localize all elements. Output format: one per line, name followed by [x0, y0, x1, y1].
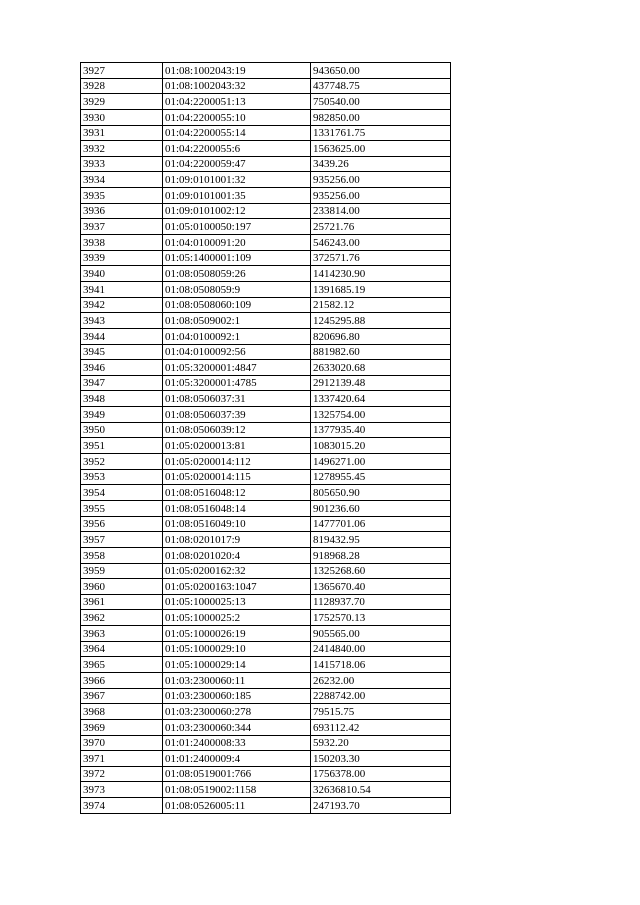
cadastral-number-cell: 01:05:0200013:81 — [163, 438, 311, 454]
table-row — [81, 751, 451, 767]
row-number-cell: 3963 — [81, 626, 163, 642]
cadastral-number-cell: 01:08:0516048:12 — [163, 485, 311, 501]
table-row — [81, 516, 451, 532]
value-cell: 3439.26 — [311, 156, 451, 172]
row-number-cell: 3937 — [81, 219, 163, 235]
table-row — [81, 704, 451, 720]
row-number-cell: 3933 — [81, 156, 163, 172]
row-number-cell: 3956 — [81, 516, 163, 532]
row-number-cell: 3935 — [81, 188, 163, 204]
cadastral-number-cell: 01:04:0100092:56 — [163, 344, 311, 360]
cadastral-number-cell: 01:04:2200055:14 — [163, 125, 311, 141]
cadastral-number-cell: 01:05:0200014:112 — [163, 454, 311, 470]
row-number-cell: 3928 — [81, 78, 163, 94]
value-cell: 247193.70 — [311, 798, 451, 814]
row-number-cell: 3959 — [81, 563, 163, 579]
cadastral-number-cell: 01:03:2300060:11 — [163, 672, 311, 688]
cadastral-number-cell: 01:08:0519001:766 — [163, 766, 311, 782]
value-cell: 750540.00 — [311, 94, 451, 110]
cadastral-number-cell: 01:08:0508059:26 — [163, 266, 311, 282]
value-cell: 1278955.45 — [311, 469, 451, 485]
row-number-cell: 3968 — [81, 704, 163, 720]
row-number-cell: 3940 — [81, 266, 163, 282]
table-row — [81, 547, 451, 563]
value-cell: 982850.00 — [311, 109, 451, 125]
row-number-cell: 3961 — [81, 594, 163, 610]
table-row — [81, 203, 451, 219]
value-cell: 2633020.68 — [311, 360, 451, 376]
cadastral-number-cell: 01:08:0516049:10 — [163, 516, 311, 532]
table-row — [81, 641, 451, 657]
table-row — [81, 719, 451, 735]
cadastral-number-cell: 01:08:0506037:31 — [163, 391, 311, 407]
row-number-cell: 3951 — [81, 438, 163, 454]
value-cell: 546243.00 — [311, 235, 451, 251]
table-row — [81, 344, 451, 360]
row-number-cell: 3960 — [81, 579, 163, 595]
table-row — [81, 485, 451, 501]
cadastral-number-cell: 01:08:0201017:9 — [163, 532, 311, 548]
row-number-cell: 3927 — [81, 63, 163, 79]
value-cell: 1415718.06 — [311, 657, 451, 673]
cadastral-number-cell: 01:05:0200162:32 — [163, 563, 311, 579]
cadastral-number-cell: 01:08:0516048:14 — [163, 500, 311, 516]
value-cell: 1752570.13 — [311, 610, 451, 626]
row-number-cell: 3964 — [81, 641, 163, 657]
value-cell: 881982.60 — [311, 344, 451, 360]
row-number-cell: 3974 — [81, 798, 163, 814]
value-cell: 1083015.20 — [311, 438, 451, 454]
cadastral-number-cell: 01:05:1000029:14 — [163, 657, 311, 673]
table-row — [81, 313, 451, 329]
table-row — [81, 735, 451, 751]
value-cell: 25721.76 — [311, 219, 451, 235]
table-row — [81, 563, 451, 579]
cadastral-number-cell: 01:08:0509002:1 — [163, 313, 311, 329]
value-cell: 1414230.90 — [311, 266, 451, 282]
value-cell: 1756378.00 — [311, 766, 451, 782]
row-number-cell: 3969 — [81, 719, 163, 735]
cadastral-number-cell: 01:05:1400001:109 — [163, 250, 311, 266]
cadastral-number-cell: 01:08:0201020:4 — [163, 547, 311, 563]
table-row — [81, 375, 451, 391]
cadastral-number-cell: 01:05:3200001:4785 — [163, 375, 311, 391]
value-cell: 2912139.48 — [311, 375, 451, 391]
cadastral-number-cell: 01:08:0508060:109 — [163, 297, 311, 313]
value-cell: 693112.42 — [311, 719, 451, 735]
value-cell: 1245295.88 — [311, 313, 451, 329]
value-cell: 150203.30 — [311, 751, 451, 767]
table-row — [81, 407, 451, 423]
row-number-cell: 3949 — [81, 407, 163, 423]
table-row — [81, 94, 451, 110]
cadastral-number-cell: 01:09:0101001:35 — [163, 188, 311, 204]
table-row — [81, 672, 451, 688]
table-row — [81, 172, 451, 188]
row-number-cell: 3944 — [81, 328, 163, 344]
table-row — [81, 469, 451, 485]
value-cell: 1377935.40 — [311, 422, 451, 438]
table-row — [81, 391, 451, 407]
row-number-cell: 3931 — [81, 125, 163, 141]
value-cell: 805650.90 — [311, 485, 451, 501]
value-cell: 943650.00 — [311, 63, 451, 79]
value-cell: 1563625.00 — [311, 141, 451, 157]
table-row — [81, 579, 451, 595]
cadastral-number-cell: 01:04:2200055:6 — [163, 141, 311, 157]
row-number-cell: 3943 — [81, 313, 163, 329]
table-row — [81, 281, 451, 297]
cadastral-number-cell: 01:08:0508059:9 — [163, 281, 311, 297]
row-number-cell: 3946 — [81, 360, 163, 376]
row-number-cell: 3930 — [81, 109, 163, 125]
row-number-cell: 3932 — [81, 141, 163, 157]
row-number-cell: 3955 — [81, 500, 163, 516]
cadastral-number-cell: 01:03:2300060:185 — [163, 688, 311, 704]
row-number-cell: 3958 — [81, 547, 163, 563]
row-number-cell: 3947 — [81, 375, 163, 391]
cadastral-number-cell: 01:04:2200055:10 — [163, 109, 311, 125]
row-number-cell: 3971 — [81, 751, 163, 767]
table-row — [81, 798, 451, 814]
cadastral-number-cell: 01:04:0100091:20 — [163, 235, 311, 251]
cadastral-number-cell: 01:09:0101002:12 — [163, 203, 311, 219]
cadastral-number-cell: 01:03:2300060:278 — [163, 704, 311, 720]
table-row — [81, 657, 451, 673]
value-cell: 5932.20 — [311, 735, 451, 751]
cadastral-number-cell: 01:04:2200059:47 — [163, 156, 311, 172]
cadastral-number-cell: 01:01:2400009:4 — [163, 751, 311, 767]
table-row — [81, 422, 451, 438]
table-row — [81, 141, 451, 157]
value-cell: 1325268.60 — [311, 563, 451, 579]
cadastral-number-cell: 01:05:1000026:19 — [163, 626, 311, 642]
row-number-cell: 3948 — [81, 391, 163, 407]
value-cell: 918968.28 — [311, 547, 451, 563]
value-cell: 1496271.00 — [311, 454, 451, 470]
cadastral-number-cell: 01:05:1000025:2 — [163, 610, 311, 626]
cadastral-number-cell: 01:05:0200014:115 — [163, 469, 311, 485]
table-row — [81, 688, 451, 704]
row-number-cell: 3945 — [81, 344, 163, 360]
row-number-cell: 3938 — [81, 235, 163, 251]
value-cell: 1128937.70 — [311, 594, 451, 610]
value-cell: 1477701.06 — [311, 516, 451, 532]
value-cell: 1337420.64 — [311, 391, 451, 407]
row-number-cell: 3966 — [81, 672, 163, 688]
cadastral-number-cell: 01:01:2400008:33 — [163, 735, 311, 751]
row-number-cell: 3965 — [81, 657, 163, 673]
cadastral-number-cell: 01:05:0200163:1047 — [163, 579, 311, 595]
table-row — [81, 594, 451, 610]
table-row — [81, 328, 451, 344]
table-row — [81, 454, 451, 470]
value-cell: 1325754.00 — [311, 407, 451, 423]
row-number-cell: 3936 — [81, 203, 163, 219]
cadastral-number-cell: 01:08:0506039:12 — [163, 422, 311, 438]
value-cell: 905565.00 — [311, 626, 451, 642]
row-number-cell: 3950 — [81, 422, 163, 438]
cadastral-number-cell: 01:09:0101001:32 — [163, 172, 311, 188]
value-cell: 1365670.40 — [311, 579, 451, 595]
cadastral-number-cell: 01:08:1002043:32 — [163, 78, 311, 94]
table-row — [81, 235, 451, 251]
cadastral-number-cell: 01:05:1000025:13 — [163, 594, 311, 610]
cadastral-number-cell: 01:04:0100092:1 — [163, 328, 311, 344]
value-cell: 819432.95 — [311, 532, 451, 548]
row-number-cell: 3939 — [81, 250, 163, 266]
value-cell: 935256.00 — [311, 188, 451, 204]
cadastral-number-cell: 01:08:0526005:11 — [163, 798, 311, 814]
value-cell: 26232.00 — [311, 672, 451, 688]
table-row — [81, 610, 451, 626]
value-cell: 2414840.00 — [311, 641, 451, 657]
value-cell: 233814.00 — [311, 203, 451, 219]
row-number-cell: 3952 — [81, 454, 163, 470]
table-row — [81, 63, 451, 79]
cadastral-number-cell: 01:08:0506037:39 — [163, 407, 311, 423]
table-row — [81, 438, 451, 454]
row-number-cell: 3934 — [81, 172, 163, 188]
table-row — [81, 766, 451, 782]
table-row — [81, 250, 451, 266]
table-row — [81, 626, 451, 642]
cadastral-number-cell: 01:05:3200001:4847 — [163, 360, 311, 376]
table-row — [81, 219, 451, 235]
table-row — [81, 125, 451, 141]
value-cell: 2288742.00 — [311, 688, 451, 704]
row-number-cell: 3929 — [81, 94, 163, 110]
row-number-cell: 3972 — [81, 766, 163, 782]
cadastral-number-cell: 01:08:0519002:1158 — [163, 782, 311, 798]
row-number-cell: 3967 — [81, 688, 163, 704]
value-cell: 1391685.19 — [311, 281, 451, 297]
row-number-cell: 3957 — [81, 532, 163, 548]
value-cell: 79515.75 — [311, 704, 451, 720]
table-body — [81, 63, 451, 814]
row-number-cell: 3962 — [81, 610, 163, 626]
value-cell: 21582.12 — [311, 297, 451, 313]
cadastral-number-cell: 01:04:2200051:13 — [163, 94, 311, 110]
table-row — [81, 188, 451, 204]
value-cell: 1331761.75 — [311, 125, 451, 141]
row-number-cell: 3953 — [81, 469, 163, 485]
value-cell: 820696.80 — [311, 328, 451, 344]
row-number-cell: 3954 — [81, 485, 163, 501]
value-cell: 372571.76 — [311, 250, 451, 266]
cadastral-number-cell: 01:03:2300060:344 — [163, 719, 311, 735]
table-row — [81, 266, 451, 282]
table-row — [81, 532, 451, 548]
value-cell: 901236.60 — [311, 500, 451, 516]
data-table — [80, 62, 451, 814]
value-cell: 437748.75 — [311, 78, 451, 94]
row-number-cell: 3942 — [81, 297, 163, 313]
value-cell: 935256.00 — [311, 172, 451, 188]
table-row — [81, 109, 451, 125]
table-row — [81, 782, 451, 798]
cadastral-number-cell: 01:05:0100050:197 — [163, 219, 311, 235]
cadastral-number-cell: 01:08:1002043:19 — [163, 63, 311, 79]
row-number-cell: 3973 — [81, 782, 163, 798]
table-row — [81, 78, 451, 94]
table-row — [81, 156, 451, 172]
table-row — [81, 500, 451, 516]
row-number-cell: 3970 — [81, 735, 163, 751]
table-row — [81, 297, 451, 313]
table-row — [81, 360, 451, 376]
row-number-cell: 3941 — [81, 281, 163, 297]
value-cell: 32636810.54 — [311, 782, 451, 798]
cadastral-number-cell: 01:05:1000029:10 — [163, 641, 311, 657]
